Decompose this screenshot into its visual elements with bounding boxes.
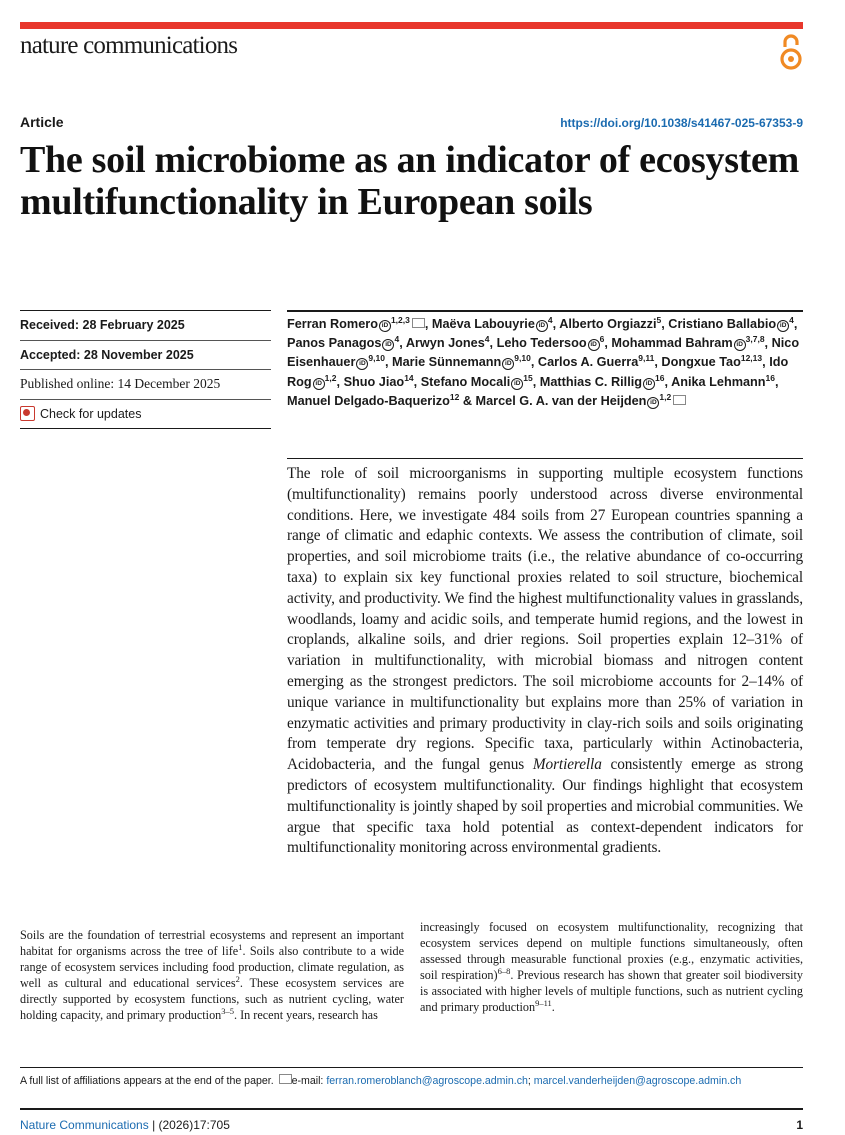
- ref-3-5[interactable]: 3–5: [221, 1005, 235, 1016]
- footer-rule: [20, 1108, 803, 1110]
- orcid-icon[interactable]: iD: [734, 339, 746, 351]
- orcid-icon[interactable]: iD: [777, 320, 789, 332]
- author-name[interactable]: Ido Rog: [287, 355, 789, 389]
- page-number: 1: [796, 1118, 803, 1132]
- author-affiliation-sup: 4: [484, 334, 490, 345]
- author-name[interactable]: Panos Panagos: [287, 336, 382, 351]
- author-affiliation-sup: 3,7,8: [745, 334, 765, 345]
- body-column-2: increasingly focused on ecosystem multifunctionality, recognizing that ecosystem services depend on multiple functions simultaneously, often assessed through measurable functional proxies (e.g., enzymatic activities, soil respiration)$^{6-8}$. Previous research has shown that greater soil biodiversity is associated with higher levels of multiple functions, such as nutrient cycling and primary production$^{9-11}$.: [420, 920, 803, 1014]
- author-name[interactable]: Shuo Jiao: [343, 374, 405, 389]
- author-affiliation-sup: 4: [394, 334, 400, 345]
- email-icon[interactable]: [673, 395, 686, 405]
- author-name[interactable]: Matthias C. Rillig: [539, 374, 642, 389]
- email-icon: [279, 1074, 292, 1084]
- author-name[interactable]: Marcel G. A. van der Heijden: [475, 393, 647, 408]
- author-affiliation-sup: 14: [404, 372, 414, 383]
- author-name[interactable]: Dongxue Tao: [661, 355, 741, 370]
- author-list: Ferran Romero iD$^{1,2,3}$ , Maëva Labouyrie $iD^4$, Alberto Orgiazzi$^5$, Cristiano Ballabio $iD^4$, Panos Panagos $iD^4$, Arwyn Jones$^4$, Leho Tedersoo $iD^6$, Mohammad Bahram iD$^{3,7,8}$, Nico Eisenhauer iD$^{9,10}$, Marie Sünnemann iD$^{9,10}$, Carlos A. Guerra$^{9,11}$, Dongxue Tao$^{12,13}$, Ido Rog iD$^{1,2}$, Shuo Jiao$^{14}$, Stefano Mocali $iD^{15}$, Matthias C. Rillig $iD^{16}$, Anika Lehmann$^{16}$, Manuel Delgado-Baquerizo$^{12}$ & Marcel G. A. van der Heijden iD$^{1,2}$: [287, 315, 800, 408]
- author-name[interactable]: Ferran Romero: [287, 317, 378, 331]
- abstract-rule: [287, 458, 803, 459]
- author-name[interactable]: Carlos A. Guerra: [537, 355, 639, 370]
- email-link-romero[interactable]: ferran.romeroblanch@agroscope.admin.ch: [326, 1075, 528, 1087]
- authors-rule: [287, 310, 803, 312]
- orcid-icon[interactable]: iD: [382, 339, 394, 351]
- author-affiliation-sup: 4: [547, 315, 553, 325]
- orcid-icon[interactable]: iD: [588, 339, 600, 351]
- author-affiliation-sup: 16: [765, 372, 775, 383]
- footer-citation: Nature Communications | (2026)17:705: [20, 1118, 230, 1132]
- author-name[interactable]: Anika Lehmann: [671, 374, 766, 389]
- affiliation-rule: [20, 1067, 803, 1068]
- author-affiliation-sup: 9,10: [514, 353, 531, 364]
- author-affiliation-sup: 15: [523, 372, 533, 383]
- orcid-icon[interactable]: iD: [379, 320, 391, 332]
- header-accent-bar: [20, 22, 803, 29]
- journal-name: nature communications: [20, 32, 238, 59]
- author-name[interactable]: Alberto Orgiazzi: [559, 317, 657, 331]
- article-dates: [20, 310, 271, 429]
- author-affiliation-sup: 5: [656, 315, 662, 325]
- accepted-date: Accepted: 28 November 2025: [20, 341, 271, 371]
- author-affiliation-sup: 6: [599, 334, 605, 345]
- author-affiliation-sup: 4: [789, 315, 794, 325]
- published-date: Published online: 14 December 2025: [20, 370, 271, 400]
- author-name[interactable]: Marie Sünnemann: [392, 355, 502, 370]
- check-updates-button[interactable]: Check for updates: [20, 400, 271, 430]
- author-name[interactable]: Leho Tedersoo: [496, 336, 587, 351]
- author-affiliation-sup: 1,2: [324, 372, 337, 383]
- doi-link[interactable]: https://doi.org/10.1038/s41467-025-67353-9: [560, 116, 803, 130]
- author-affiliation-sup: 12: [449, 391, 460, 402]
- open-access-icon[interactable]: [778, 32, 804, 72]
- check-updates-icon: [20, 406, 35, 421]
- body-column-1: Soils are the foundation of terrestrial ecosystems and represent an important habitat for organisms across the tree of life$^1$. Soils also contribute to a wide range of ecosystem services including food production, climate regulation, as well as cultural and educational services$^2$. These ecosystem services are directly supported by ecosystem functions, such as nutrient cycling, water holding capacity, and primary production$^{3-5}$. In recent years, research has: [20, 928, 404, 1022]
- orcid-icon[interactable]: iD: [647, 397, 659, 409]
- article-title: The soil microbiome as an indicator of ecosystem multifunctionality in European soils: [20, 139, 799, 223]
- ref-1[interactable]: 1: [238, 941, 243, 952]
- author-affiliation-sup: 1,2,3: [390, 315, 410, 325]
- author-affiliation-sup: 16: [655, 372, 665, 383]
- author-name[interactable]: Stefano Mocali: [420, 374, 511, 389]
- author-name[interactable]: Cristiano Ballabio: [668, 317, 777, 331]
- orcid-icon[interactable]: iD: [536, 320, 548, 332]
- ref-2[interactable]: 2: [235, 973, 240, 984]
- author-name[interactable]: Arwyn Jones: [405, 336, 485, 351]
- ref-9-11[interactable]: 9–11: [535, 997, 552, 1008]
- author-affiliation-sup: 9,11: [638, 353, 655, 364]
- author-name[interactable]: Maëva Labouyrie: [431, 317, 535, 331]
- author-affiliation-sup: 9,10: [368, 353, 385, 364]
- orcid-icon[interactable]: iD: [356, 358, 368, 370]
- author-affiliation-sup: 1,2: [659, 391, 672, 402]
- abstract: The role of soil microorganisms in supporting multiple ecosystem functions (multifunctionality) remains poorly understood across diverse environmental conditions. Here, we investigate 484 soils from 27 European countries spanning a range of climatic and edaphic contexts. We assess the contribution of climate, soil properties, and soil microbiome traits (i.e., the relative abundance of co-occurring taxa) to explain six key functional proxies related to soil structure, biochemical activity, and productivity. We find the highest multifunctionality values in grasslands, woodlands, loamy and acidic soils, and temperate humid regions, and the lowest in croplands, alkaline soils, and drier regions. Soil properties explain 12–31% of variation in multifunctionality, with microbial biomass and nitrogen content emerging as the strongest predictors. The soil microbiome accounts for 2–14% of unique variance in multifunctionality but explains more than 25% of variation in enzymatic activities and primary productivity in clay-rich soils and soils originating from temperate dry regions. Specific taxa, particularly within Actinobacteria, Acidobacteria, and the fungal genus Mortierella consistently emerge as strong predictors of ecosystem multifunctionality. Our findings highlight that ecosystem multifunctionality is jointly shaped by soil properties and microbial communities. We argue that specific taxa hold potential as context-dependent indicators for multifunctionality monitoring across environmental gradients.: [287, 465, 804, 857]
- affiliation-note: A full list of affiliations appears at the end of the paper. e-mail: ferran.romeroblanch@agroscope.admin.ch; marcel.vanderheijden@agroscope.admin.ch: [20, 1075, 742, 1087]
- italic-genus: Mortierella: [532, 756, 602, 774]
- article-type: Article: [20, 114, 64, 130]
- ref-6-8[interactable]: 6–8: [497, 965, 511, 976]
- email-icon[interactable]: [412, 318, 425, 328]
- email-link-vanderheijden[interactable]: marcel.vanderheijden@agroscope.admin.ch: [533, 1075, 742, 1087]
- author-name[interactable]: Manuel Delgado-Baquerizo: [287, 393, 450, 408]
- orcid-icon[interactable]: iD: [502, 358, 514, 370]
- orcid-icon[interactable]: iD: [643, 378, 655, 390]
- orcid-icon[interactable]: iD: [511, 378, 523, 390]
- author-affiliation-sup: 12,13: [740, 353, 763, 364]
- orcid-icon[interactable]: iD: [313, 378, 325, 390]
- received-date: Received: 28 February 2025: [20, 310, 271, 341]
- author-name[interactable]: Nico Eisenhauer: [287, 336, 800, 370]
- author-name[interactable]: Mohammad Bahram: [611, 336, 733, 351]
